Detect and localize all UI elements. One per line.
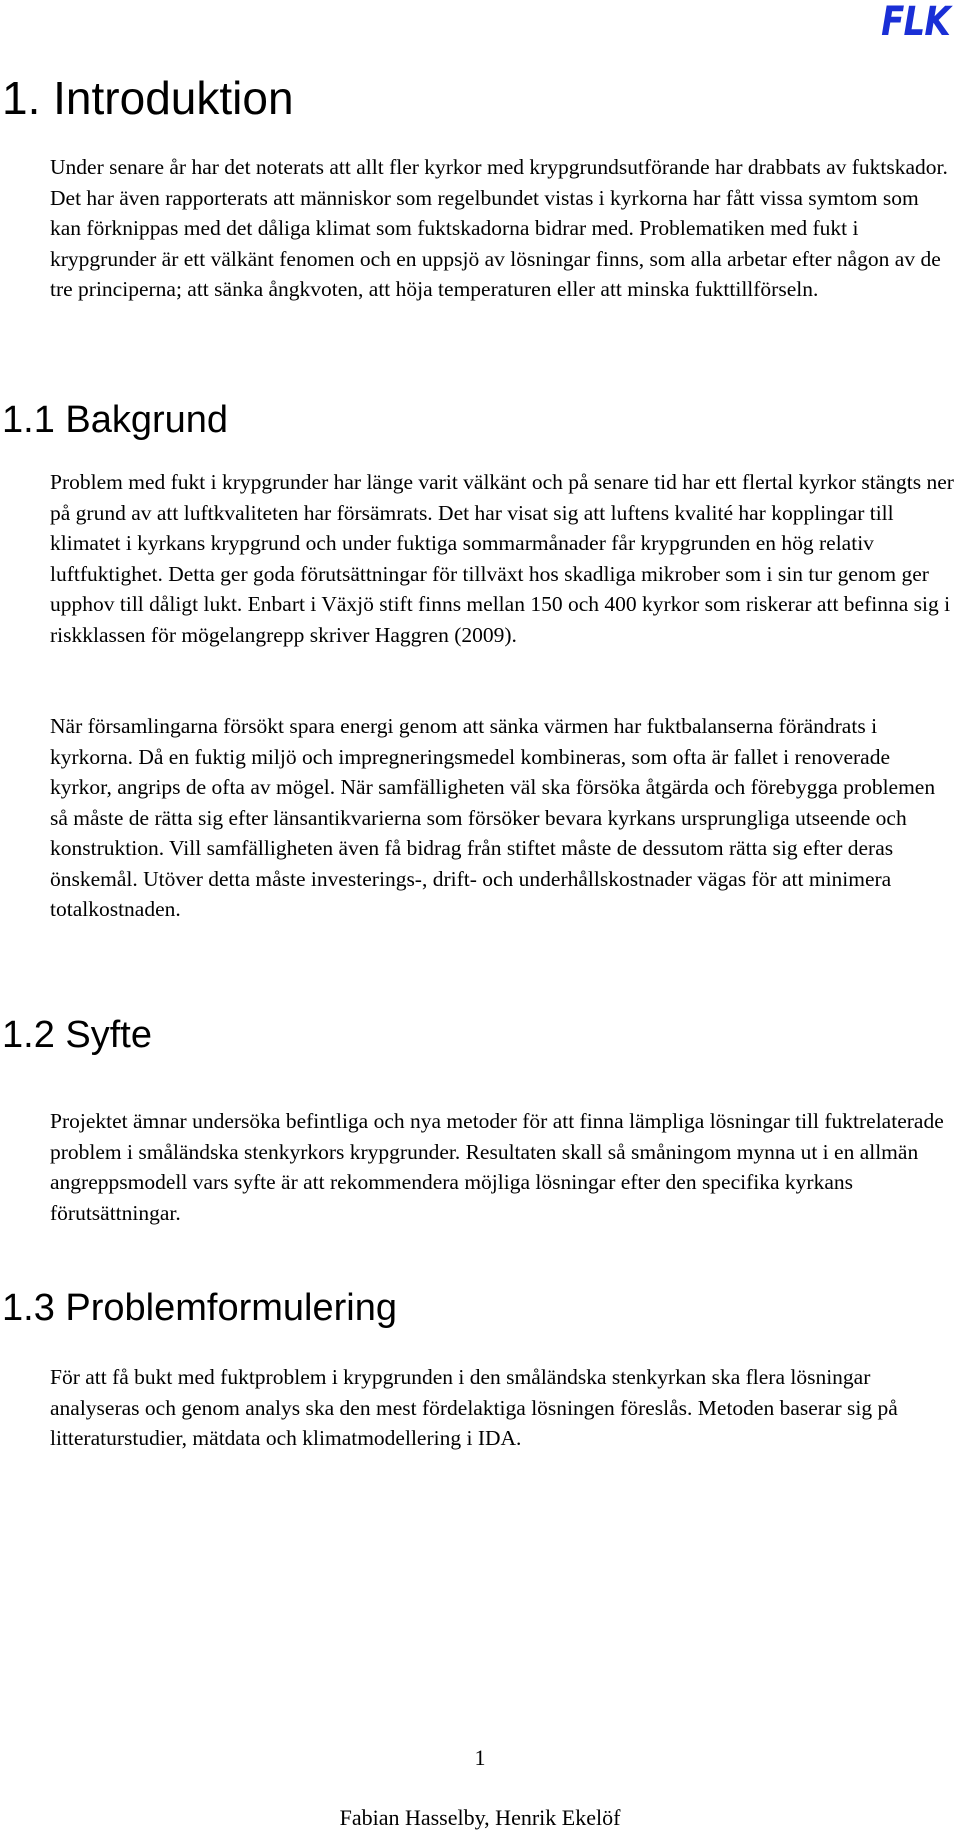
section-title-problem-formulation: 1.3 Problemformulering: [2, 1287, 397, 1329]
problem-formulation-paragraph: För att få bukt med fuktproblem i krypgrunden i den småländska stenkyrkan ska flera lösningar analyseras och genom analys ska den mest fördelaktiga lösningen föreslås. Metoden baserar sig på litteraturstudier, mätdata och klimatmodellering i IDA.: [50, 1365, 898, 1450]
section-title-introduction: 1. Introduktion: [2, 72, 294, 124]
introduction-paragraph: Under senare år har det noterats att allt fler kyrkor med krypgrundsutförande har drabbats av fuktskador. Det har även rapporterats att människor som regelbundet vistas i kyrkorna har fått vissa symtom som kan förknippas med det dåliga klimat som fuktskadorna bidrar med. Problematiken med fukt i krypgrunder är ett välkänt fenomen och en uppsjö av lösningar finns, som alla arbetar efter någon av de tre principerna; att sänka ångkvoten, att höja temperaturen eller att minska fukttillförseln.: [50, 155, 948, 301]
background-paragraph-1: Problem med fukt i krypgrunder har länge varit välkänt och på senare tid har ett flertal kyrkor stängts ner på grund av att luftkvaliteten har försämrats. Det har visat sig att luftens kvalité har kopplingar till klimatet i kyrkans krypgrund och under fuktiga sommarmånader får krypgrunden en hög relativ luftfuktighet. Detta ger goda förutsättningar för tillväxt hos skadliga mikrober som i sin tur genom ger upphov till dåligt lukt. Enbart i Växjö stift finns mellan 150 och 400 kyrkor som riskerar att befinna sig i riskklassen för mögelangrepp skriver Haggren (2009).: [50, 470, 954, 647]
footer-authors: Fabian Hasselby, Henrik Ekelöf: [339, 1805, 621, 1830]
purpose-paragraph: Projektet ämnar undersöka befintliga och nya metoder för att finna lämpliga lösningar till fuktrelaterade problem i småländska stenkyrkors krypgrunder. Resultaten skall så småningom mynna ut i en allmän angreppsmodell vars syfte är att rekommendera möjliga lösningar efter den specifika kyrkans förutsättningar.: [50, 1109, 944, 1225]
background-paragraph-2: När församlingarna försökt spara energi genom att sänka värmen har fuktbalanserna förändrats i kyrkorna. Då en fuktig miljö och impregneringsmedel kombineras, som ofta är fallet i renoverade kyrkor, angrips de ofta av mögel. När samfälligheten väl ska försöka åtgärda och förebygga problemen så måste de rätta sig efter länsantikvarierna som försöker bevara kyrkans ursprungliga utseende och konstruktion. Vill samfälligheten även få bidrag från stiftet måste de dessutom rätta sig efter deras önskemål. Utöver detta måste investerings-, drift- och underhållskostnader vägas för att minimera totalkostnaden.: [50, 714, 936, 921]
section-title-purpose: 1.2 Syfte: [2, 1014, 152, 1056]
flk-logo: FLK: [881, 0, 950, 45]
section-title-background: 1.1 Bakgrund: [2, 399, 229, 441]
page-number: 1: [474, 1745, 486, 1770]
